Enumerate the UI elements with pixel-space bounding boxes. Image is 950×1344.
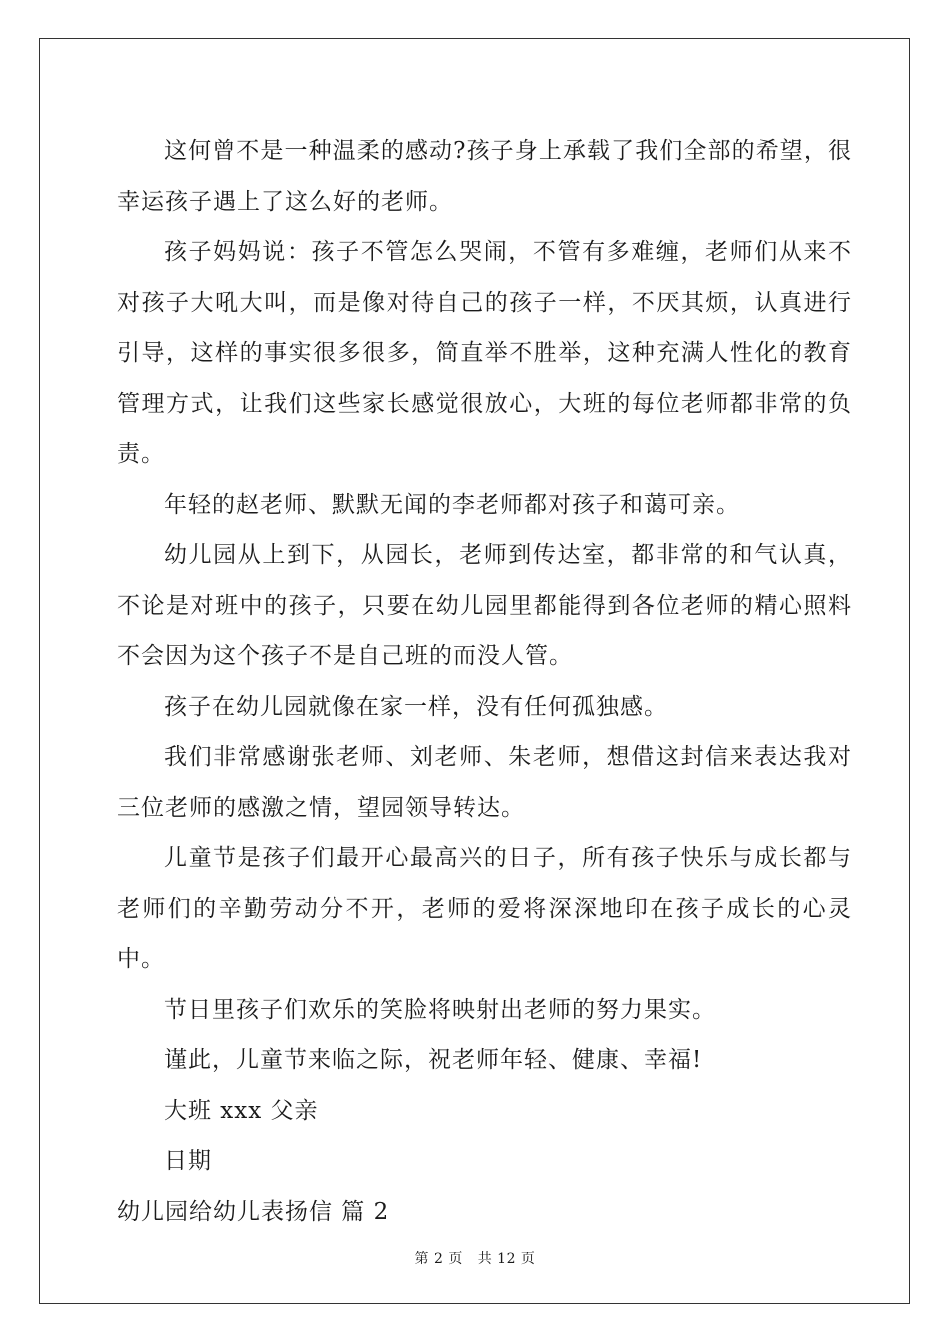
paragraph: 儿童节是孩子们最开心最高兴的日子，所有孩子快乐与成长都与老师们的辛勤劳动分不开，老师的爱将深深地印在孩子成长的心灵中。 <box>117 845 852 972</box>
paragraph: 我们非常感谢张老师、刘老师、朱老师，想借这封信来表达我对三位老师的感激之情，望园领导转达。 <box>117 744 852 821</box>
paragraph: 谨此，儿童节来临之际，祝老师年轻、健康、幸福! <box>164 1047 703 1073</box>
signature-line: 大班 xxx 父亲 <box>164 1097 319 1124</box>
paragraph: 幼儿园从上到下，从园长，老师到传达室，都非常的和气认真，不论是对班中的孩子，只要在幼儿园里都能得到各位老师的精心照料不会因为这个孩子不是自己班的而没人管。 <box>117 542 852 669</box>
paragraph: 孩子妈妈说：孩子不管怎么哭闹，不管有多难缠，老师们从来不对孩子大吼大叫，而是像对待自己的孩子一样，不厌其烦，认真进行引导，这样的事实很多很多，简直举不胜举，这种充满人性化的教育管理方式，让我们这些家长感觉很放心，大班的每位老师都非常的负责。 <box>117 239 852 467</box>
page-footer <box>0 1248 950 1268</box>
paragraph: 孩子在幼儿园就像在家一样，没有任何孤独感。 <box>164 693 668 720</box>
date-line: 日期 <box>164 1148 212 1174</box>
page-number: 第 2 页 <box>414 1251 463 1267</box>
document-body <box>117 126 852 1237</box>
page-total: 共 12 页 <box>477 1251 536 1267</box>
paragraph: 这何曾不是一种温柔的感动?孩子身上承载了我们全部的希望，很幸运孩子遇上了这么好的老师。 <box>117 138 852 215</box>
section-heading: 幼儿园给幼儿表扬信 篇 2 <box>117 1198 390 1225</box>
paragraph: 年轻的赵老师、默默无闻的李老师都对孩子和蔼可亲。 <box>164 491 740 518</box>
paragraph: 节日里孩子们欢乐的笑脸将映射出老师的努力果实。 <box>164 996 716 1023</box>
